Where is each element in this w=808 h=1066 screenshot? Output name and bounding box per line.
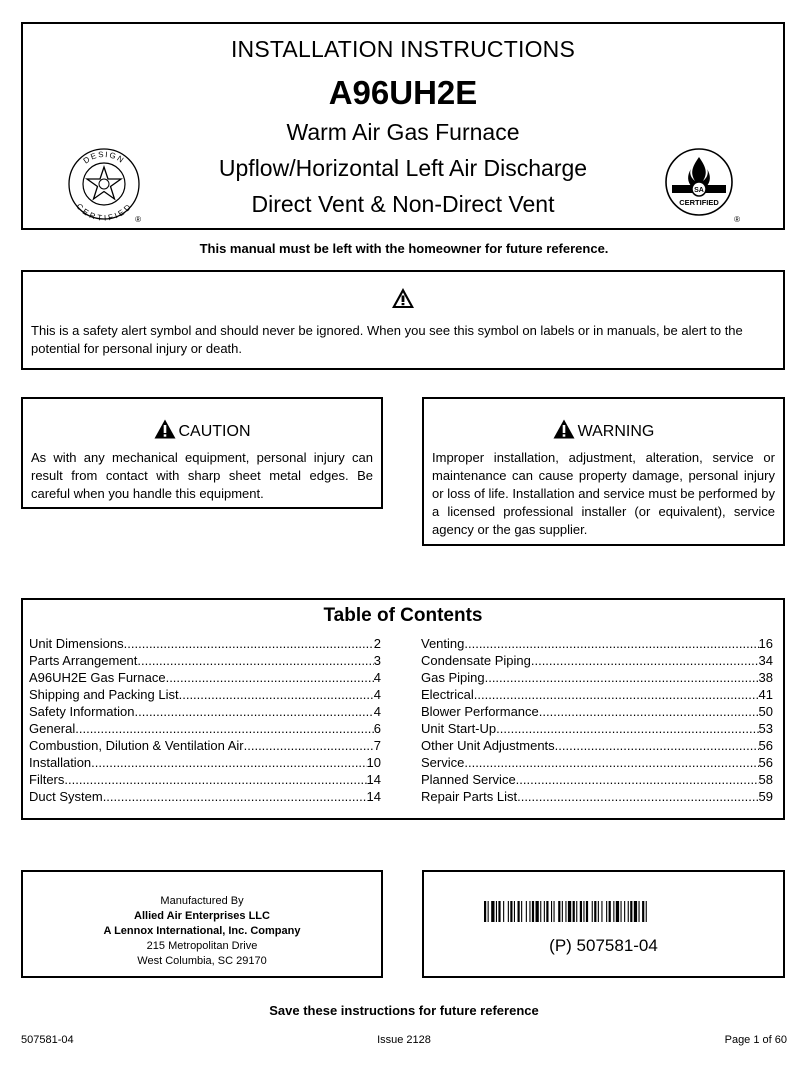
footer-issue: Issue 2128 bbox=[377, 1034, 431, 1046]
toc-entry[interactable]: Safety Information ..... 4 bbox=[29, 703, 381, 720]
subtitle-line-1: Warm Air Gas Furnace bbox=[286, 119, 520, 145]
warning-label: WARNING bbox=[577, 423, 655, 440]
svg-text:SA: SA bbox=[694, 187, 704, 194]
toc-title: Table of Contents bbox=[323, 605, 483, 626]
toc-entry[interactable]: Condensate Piping ..... 34 bbox=[421, 652, 773, 669]
caution-text: As with any mechanical equipment, personal injury can result from contact with sharp sheet metal edges. Be careful when you handle this equipment. bbox=[31, 450, 373, 501]
save-instructions-note: Save these instructions for future reference bbox=[269, 1003, 539, 1018]
part-number-box bbox=[422, 870, 785, 978]
svg-text:®: ® bbox=[135, 215, 141, 223]
warning-box bbox=[422, 397, 785, 546]
footer-doc-number: 507581-04 bbox=[21, 1034, 74, 1046]
toc-entry[interactable]: Duct System ..... 14 bbox=[29, 788, 381, 805]
toc-entry[interactable]: General ..... 6 bbox=[29, 720, 381, 737]
svg-text:DESIGN: DESIGN bbox=[81, 149, 127, 166]
subtitle-line-3: Direct Vent & Non-Direct Vent bbox=[251, 191, 555, 217]
warning-title bbox=[424, 419, 783, 441]
city-address: West Columbia, SC 29170 bbox=[137, 955, 267, 967]
toc-entry[interactable]: Repair Parts List ..... 59 bbox=[421, 788, 773, 805]
part-number: (P) 507581-04 bbox=[549, 936, 658, 955]
toc-entry[interactable]: Gas Piping ..... 38 bbox=[421, 669, 773, 686]
warning-triangle-icon bbox=[154, 419, 176, 439]
caution-label: CAUTION bbox=[178, 423, 251, 440]
toc-entry[interactable]: Venting ..... 16 bbox=[421, 635, 773, 652]
parent-company: A Lennox International, Inc. Company bbox=[103, 925, 301, 937]
toc-entry[interactable]: Electrical ..... 41 bbox=[421, 686, 773, 703]
certified-logo-icon bbox=[662, 145, 742, 223]
company-name: Allied Air Enterprises LLC bbox=[134, 910, 270, 922]
subtitle-line-2: Upflow/Horizontal Left Air Discharge bbox=[218, 155, 588, 181]
caution-title bbox=[23, 419, 381, 441]
street-address: 215 Metropolitan Drive bbox=[146, 940, 258, 952]
safety-alert-box bbox=[21, 270, 785, 370]
manufacturer-box bbox=[21, 870, 383, 978]
homeowner-note: This manual must be left with the homeowner for future reference. bbox=[199, 241, 609, 256]
toc-entry[interactable]: Service ..... 56 bbox=[421, 754, 773, 771]
toc-entry[interactable]: Parts Arrangement ..... 3 bbox=[29, 652, 381, 669]
svg-text:CERTIFIED: CERTIFIED bbox=[679, 198, 719, 207]
table-of-contents bbox=[21, 598, 785, 820]
warning-text: Improper installation, adjustment, alteration, service or maintenance can cause property damage, personal injury or loss of life. Installation and service must be performed by a licensed professional installer (or equivalent), service agency or the gas supplier. bbox=[432, 450, 775, 537]
toc-entry[interactable]: Unit Dimensions ..... 2 bbox=[29, 635, 381, 652]
barcode-icon bbox=[484, 901, 724, 922]
toc-left-column bbox=[29, 635, 381, 805]
toc-entry[interactable]: Unit Start-Up ..... 53 bbox=[421, 720, 773, 737]
design-certified-logo-icon bbox=[65, 145, 143, 223]
toc-entry[interactable]: Filters ..... 14 bbox=[29, 771, 381, 788]
toc-entry[interactable]: Planned Service ..... 58 bbox=[421, 771, 773, 788]
svg-text:®: ® bbox=[734, 215, 740, 223]
document-type: INSTALLATION INSTRUCTIONS bbox=[230, 36, 576, 62]
toc-entry[interactable]: Other Unit Adjustments ..... 56 bbox=[421, 737, 773, 754]
toc-entry[interactable]: Shipping and Packing List ..... 4 bbox=[29, 686, 381, 703]
title-block bbox=[21, 22, 785, 230]
toc-entry[interactable]: Combustion, Dilution & Ventilation Air ..... 7 bbox=[29, 737, 381, 754]
toc-entry[interactable]: Installation ..... 10 bbox=[29, 754, 381, 771]
svg-text:CERTIFIED: CERTIFIED bbox=[74, 201, 134, 223]
model-number: A96UH2E bbox=[328, 74, 478, 111]
toc-entry[interactable]: A96UH2E Gas Furnace ..... 4 bbox=[29, 669, 381, 686]
manufactured-by-label: Manufactured By bbox=[160, 895, 244, 907]
caution-box bbox=[21, 397, 383, 509]
warning-triangle-icon bbox=[391, 287, 415, 309]
warning-triangle-icon bbox=[553, 419, 575, 439]
toc-right-column bbox=[421, 635, 773, 805]
toc-entry[interactable]: Blower Performance ..... 50 bbox=[421, 703, 773, 720]
footer-page: Page 1 of 60 bbox=[724, 1034, 787, 1046]
safety-alert-text: This is a safety alert symbol and should never be ignored. When you see this symbol on labels or in manuals, be alert to the potential for personal injury or death. bbox=[31, 323, 743, 356]
